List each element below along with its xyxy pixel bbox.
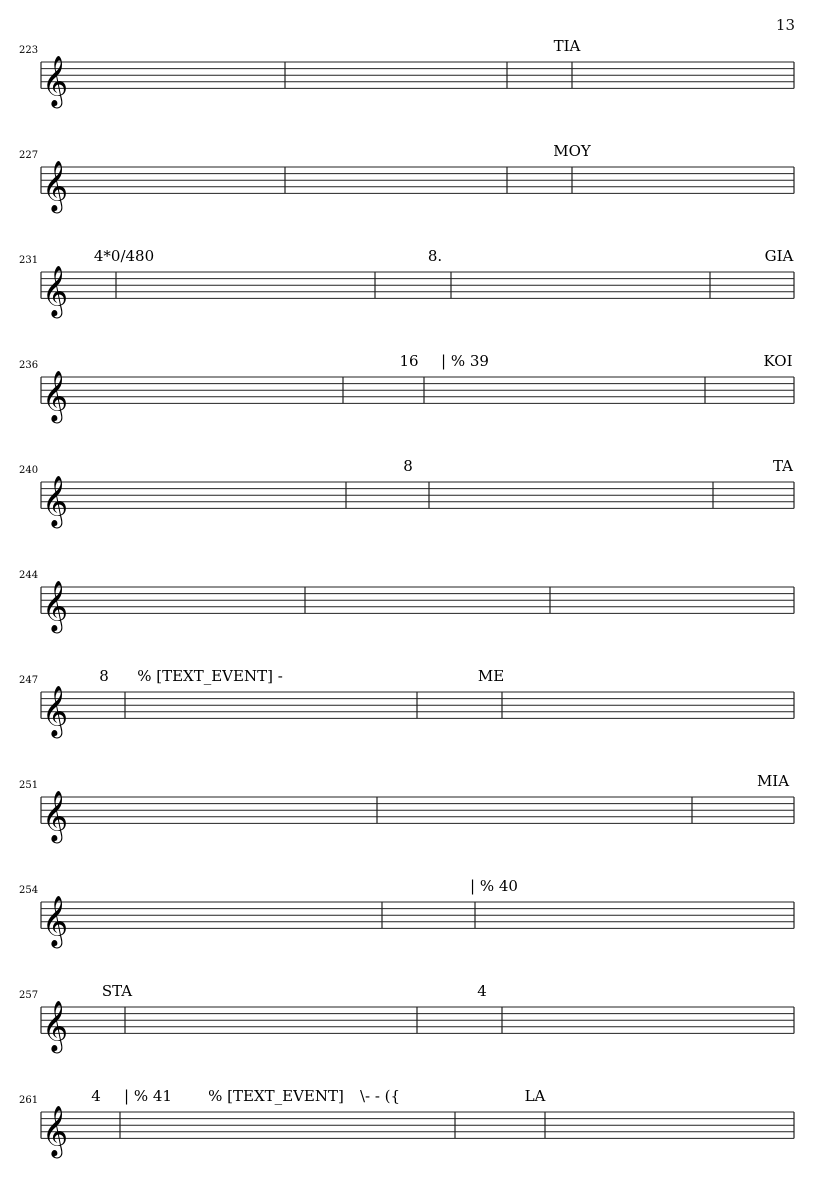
staff-system [19, 772, 794, 843]
measure-number: 223 [19, 45, 39, 56]
treble-clef-icon: 𝄞 [42, 895, 69, 947]
staff-text: | % 39 [441, 352, 489, 370]
treble-clef-icon: 𝄞 [42, 475, 69, 527]
staff-text: % [TEXT_EVENT] - [137, 667, 283, 685]
measure-number: 227 [19, 150, 39, 161]
staff-text: 8 [403, 457, 413, 475]
staff-text: MOY [553, 142, 591, 160]
treble-clef-icon: 𝄞 [42, 1105, 69, 1157]
staff-system [19, 352, 794, 423]
staff-system [19, 667, 794, 738]
staff-text: \- - ({ [359, 1087, 401, 1105]
treble-clef-icon: 𝄞 [42, 370, 69, 422]
staff-text: STA [101, 982, 133, 1000]
staff-system [19, 570, 794, 633]
staff-system [19, 457, 794, 528]
staff-text: MIA [756, 772, 790, 790]
treble-clef-icon: 𝄞 [42, 1000, 69, 1052]
measure-number: 244 [19, 570, 39, 581]
staff-text: % [TEXT_EVENT] [208, 1087, 344, 1105]
staff-text: 8. [427, 247, 443, 265]
staff-text: | % 40 [470, 877, 518, 895]
staff-text: KOI [763, 352, 793, 370]
measure-number: 236 [19, 360, 39, 371]
staff-system [19, 1087, 794, 1158]
staff-system [19, 247, 794, 318]
measure-number: 240 [19, 465, 39, 476]
staff-text: 4*0/480 [93, 247, 155, 265]
staff-text: GIA [764, 247, 794, 265]
treble-clef-icon: 𝄞 [42, 160, 69, 212]
staff-text: | % 41 [124, 1087, 172, 1105]
treble-clef-icon: 𝄞 [42, 55, 69, 107]
treble-clef-icon: 𝄞 [42, 580, 69, 632]
measure-number: 257 [19, 990, 39, 1001]
staff-text: 8 [99, 667, 109, 685]
staff-text: TIA [553, 37, 581, 55]
staff-text: 4 [477, 982, 487, 1000]
measure-number: 254 [19, 885, 39, 896]
treble-clef-icon: 𝄞 [42, 790, 69, 842]
treble-clef-icon: 𝄞 [42, 265, 69, 317]
staff-system [19, 142, 794, 213]
staff-system [19, 37, 794, 108]
staff-text: TA [772, 457, 794, 475]
page-number: 13 [775, 16, 795, 34]
staff-text: LA [524, 1087, 546, 1105]
staff-text: 16 [399, 352, 419, 370]
staff-text: 4 [91, 1087, 101, 1105]
measure-number: 247 [19, 675, 39, 686]
measure-number: 231 [19, 255, 39, 266]
staff-text: ME [477, 667, 505, 685]
measure-number: 261 [19, 1095, 39, 1106]
measure-number: 251 [19, 780, 39, 791]
staff-system [19, 877, 794, 948]
treble-clef-icon: 𝄞 [42, 685, 69, 737]
staff-system [19, 982, 794, 1053]
